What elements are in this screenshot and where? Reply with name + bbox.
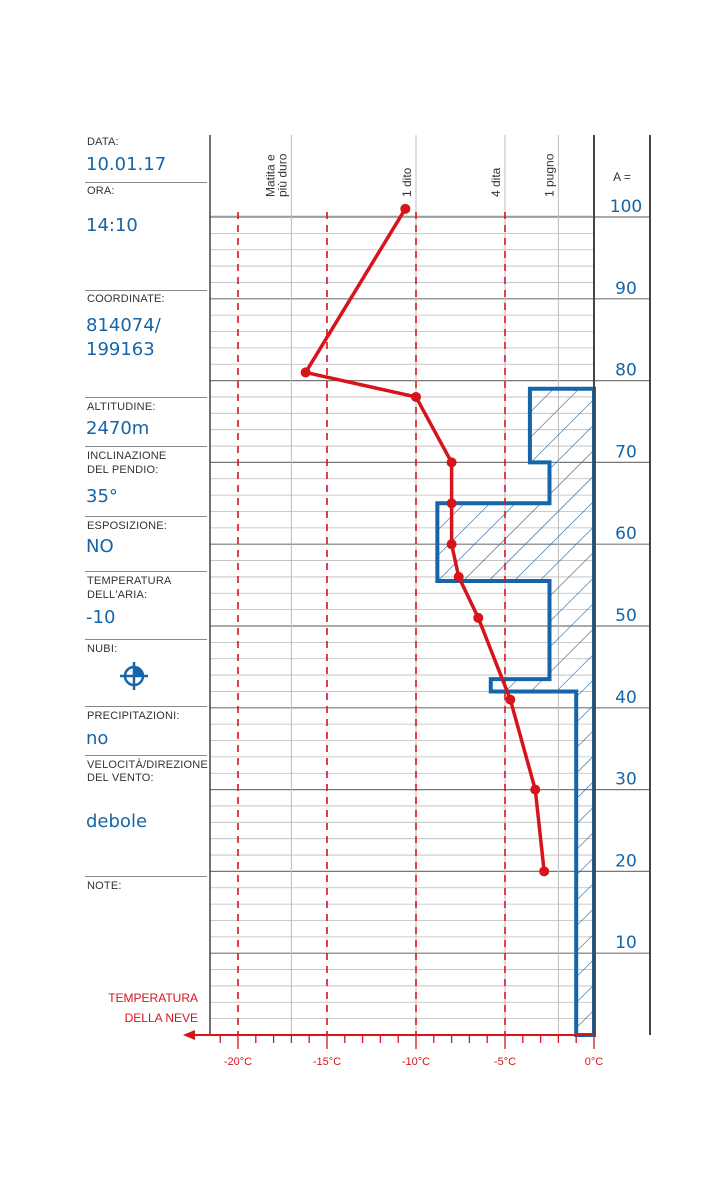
temperature-tick-label: -10°C <box>401 1056 431 1068</box>
snow-temperature-point <box>539 866 549 876</box>
temperatura-aria-label-1: TEMPERATURA <box>87 575 172 587</box>
hardness-label <box>263 153 289 197</box>
height-tick-label: 100 <box>609 197 643 217</box>
hardness-label <box>542 153 556 197</box>
vento-label-1: VELOCITÀ/DIREZIONE <box>87 759 208 771</box>
ora-label: ORA: <box>87 185 115 197</box>
precipitazioni-label: PRECIPITAZIONI: <box>87 710 180 722</box>
altitudine-value: 2470m <box>86 418 150 439</box>
hardness-label-line: 1 pugno <box>542 153 557 197</box>
hardness-label-line: 4 dita <box>489 167 503 197</box>
snow-temp-axis-label-1: TEMPERATURA <box>108 991 198 1005</box>
coordinate-value-2: 199163 <box>86 339 155 360</box>
temperature-gridlines <box>238 212 505 1035</box>
height-tick-label: 10 <box>615 933 637 954</box>
snow-temp-axis-label-2: DELLA NEVE <box>124 1011 198 1025</box>
height-axis-label: A = <box>613 170 631 184</box>
esposizione-value: NO <box>86 536 114 557</box>
height-tick-label: 60 <box>615 524 637 545</box>
temperature-axis-arrow-icon <box>183 1030 195 1040</box>
temperatura-aria-label-2: DELL'ARIA: <box>87 589 148 601</box>
hardness-label <box>489 167 503 197</box>
snow-temperature-point <box>447 457 457 467</box>
snow-temperature-point <box>447 539 457 549</box>
snow-temperature-point <box>447 498 457 508</box>
inclinazione-label-2: DEL PENDIO: <box>87 464 159 476</box>
snow-temperature-point <box>411 392 421 402</box>
snow-temperature-point <box>400 204 410 214</box>
coordinate-value-1: 814074/ <box>86 315 161 336</box>
hardness-label-line: più duro <box>275 153 290 197</box>
inclinazione-value: 35° <box>86 486 118 507</box>
temperature-tick-label: 0°C <box>584 1056 604 1068</box>
hardness-profile <box>437 389 594 1035</box>
temperature-tick-label: -15°C <box>312 1056 342 1068</box>
ora-value: 14:10 <box>86 215 138 236</box>
height-tick-label: 30 <box>615 769 637 790</box>
temperature-tick-label: -20°C <box>223 1056 253 1068</box>
temperatura-aria-value: -10 <box>86 607 116 628</box>
height-tick-label: 80 <box>615 360 637 381</box>
nubi-label: NUBI: <box>87 643 118 655</box>
hardness-profile-polygon <box>437 389 594 1035</box>
hardness-label <box>400 167 414 197</box>
height-tick-label: 40 <box>615 687 637 708</box>
snow-temperature-point <box>301 367 311 377</box>
snow-temperature-point <box>454 572 464 582</box>
temperature-tick-label: -5°C <box>493 1056 517 1068</box>
height-tick-label: 50 <box>615 606 637 626</box>
data-label: DATA: <box>87 136 119 148</box>
snow-temperature-point <box>530 785 540 795</box>
vento-label-2: DEL VENTO: <box>87 772 154 784</box>
altitudine-label: ALTITUDINE: <box>87 401 156 413</box>
height-tick-label: 20 <box>615 851 637 872</box>
height-tick-label: 90 <box>615 278 637 299</box>
snow-temperature-point <box>505 695 515 705</box>
note-label: NOTE: <box>87 880 122 892</box>
snow-temperature-point <box>473 613 483 623</box>
inclinazione-label-1: INCLINAZIONE <box>87 450 167 462</box>
hardness-label-line: Matita e <box>263 154 278 197</box>
vento-value: debole <box>86 811 148 832</box>
esposizione-label: ESPOSIZIONE: <box>87 520 168 532</box>
height-tick-label: 70 <box>615 442 637 463</box>
hardness-label-line: 1 dito <box>400 167 414 197</box>
precipitazioni-value: no <box>86 728 109 749</box>
data-value: 10.01.17 <box>86 154 167 175</box>
coordinate-label: COORDINATE: <box>87 293 165 305</box>
